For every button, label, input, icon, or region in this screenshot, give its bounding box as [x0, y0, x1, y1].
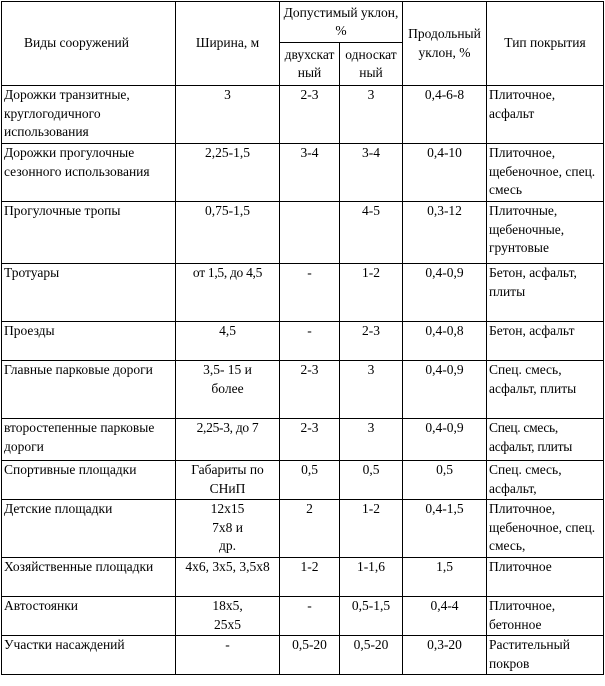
table-row — [2, 597, 604, 636]
cell-long: 0,4-1,5 — [403, 500, 487, 558]
cell-name: Проезды — [2, 322, 176, 361]
cell-cover: Спец. смесь, асфальт, — [487, 461, 604, 500]
cell-long: 0,4-6-8 — [403, 86, 487, 144]
table-row — [2, 264, 604, 322]
cell-cover: Плиточное, щебеночное, спец. смесь, — [487, 500, 604, 558]
cell-name: Тротуары — [2, 264, 176, 322]
cell-cover: Плиточные, щебеночные, грунтовые — [487, 202, 604, 264]
cell-double: 3-4 — [280, 144, 340, 202]
cell-long: 1,5 — [403, 558, 487, 597]
cell-single: 1-2 — [340, 264, 403, 322]
header-type: Виды сооружений — [2, 2, 176, 86]
cell-double: - — [280, 597, 340, 636]
table-row — [2, 361, 604, 419]
cell-width: 4x6, 3x5, 3,5x8 — [176, 558, 280, 597]
cell-long: 0,4-0,9 — [403, 361, 487, 419]
cell-width: 18x5, 25x5 — [176, 597, 280, 636]
cell-single: 1-1,6 — [340, 558, 403, 597]
table-row — [2, 636, 604, 675]
cell-double: 2-3 — [280, 361, 340, 419]
cell-width: от 1,5, до 4,5 — [176, 264, 280, 322]
header-slope-double: двухскатный — [280, 43, 340, 86]
cell-single: 0,5-20 — [340, 636, 403, 675]
table-row — [2, 144, 604, 202]
cell-single: 0,5-1,5 — [340, 597, 403, 636]
cell-long: 0,5 — [403, 461, 487, 500]
cell-long: 0,4-4 — [403, 597, 487, 636]
cell-cover: Растительный покров — [487, 636, 604, 675]
cell-cover: Плиточное, щебеночное, спец. смесь — [487, 144, 604, 202]
cell-width: 2,25-3, до 7 — [176, 419, 280, 461]
cell-single: 4-5 — [340, 202, 403, 264]
cell-double: 2-3 — [280, 419, 340, 461]
cell-long: 0,4-0,8 — [403, 322, 487, 361]
table-row — [2, 202, 604, 264]
cell-single: 1-2 — [340, 500, 403, 558]
cell-name: Дорожки транзитные, круглогодичного использования — [2, 86, 176, 144]
header-long-slope: Продольный уклон, % — [403, 2, 487, 86]
cell-double: - — [280, 322, 340, 361]
cell-double — [280, 202, 340, 264]
cell-long: 0,3-12 — [403, 202, 487, 264]
cell-name: Хозяйственные площадки — [2, 558, 176, 597]
cell-name: Участки насаждений — [2, 636, 176, 675]
cell-name: Автостоянки — [2, 597, 176, 636]
cell-width: 4,5 — [176, 322, 280, 361]
cell-double: 2-3 — [280, 86, 340, 144]
cell-cover: Бетон, асфальт — [487, 322, 604, 361]
header-slope: Допустимый уклон, % — [280, 2, 403, 43]
cell-name: Спортивные площадки — [2, 461, 176, 500]
cell-cover: Спец. смесь, асфальт, плиты — [487, 419, 604, 461]
cell-width: 3,5- 15 и более — [176, 361, 280, 419]
table-row — [2, 558, 604, 597]
cell-cover: Плиточное, асфальт — [487, 86, 604, 144]
cell-single: 3 — [340, 361, 403, 419]
cell-long: 0,3-20 — [403, 636, 487, 675]
cell-single: 3 — [340, 419, 403, 461]
cell-width: 2,25-1,5 — [176, 144, 280, 202]
header-width: Ширина, м — [176, 2, 280, 86]
cell-double: 1-2 — [280, 558, 340, 597]
cell-long: 0,4-0,9 — [403, 419, 487, 461]
cell-width: Габариты по СНиП — [176, 461, 280, 500]
cell-name: второстепенные парковые дороги — [2, 419, 176, 461]
header-cover: Тип покрытия — [487, 2, 604, 86]
cell-width: 0,75-1,5 — [176, 202, 280, 264]
cell-cover: Бетон, асфальт, плиты — [487, 264, 604, 322]
cell-single: 0,5 — [340, 461, 403, 500]
cell-long: 0,4-0,9 — [403, 264, 487, 322]
cell-single: 3-4 — [340, 144, 403, 202]
cell-single: 2-3 — [340, 322, 403, 361]
table-row — [2, 419, 604, 461]
cell-single: 3 — [340, 86, 403, 144]
cell-name: Дорожки прогулочные сезонного использования — [2, 144, 176, 202]
table-row — [2, 500, 604, 558]
table-row — [2, 86, 604, 144]
slopes-table — [1, 1, 604, 675]
cell-width: 12x15 7x8 и др. — [176, 500, 280, 558]
cell-long: 0,4-10 — [403, 144, 487, 202]
cell-cover: Спец. смесь, асфальт, плиты — [487, 361, 604, 419]
table-row — [2, 461, 604, 500]
cell-name: Главные парковые дороги — [2, 361, 176, 419]
cell-name: Детские площадки — [2, 500, 176, 558]
table-row — [2, 322, 604, 361]
cell-double: 2 — [280, 500, 340, 558]
cell-double: 0,5-20 — [280, 636, 340, 675]
cell-width: - — [176, 636, 280, 675]
cell-double: - — [280, 264, 340, 322]
cell-name: Прогулочные тропы — [2, 202, 176, 264]
header-slope-single: односкатный — [340, 43, 403, 86]
cell-cover: Плиточное, бетонное — [487, 597, 604, 636]
cell-cover: Плиточное — [487, 558, 604, 597]
cell-double: 0,5 — [280, 461, 340, 500]
cell-width: 3 — [176, 86, 280, 144]
